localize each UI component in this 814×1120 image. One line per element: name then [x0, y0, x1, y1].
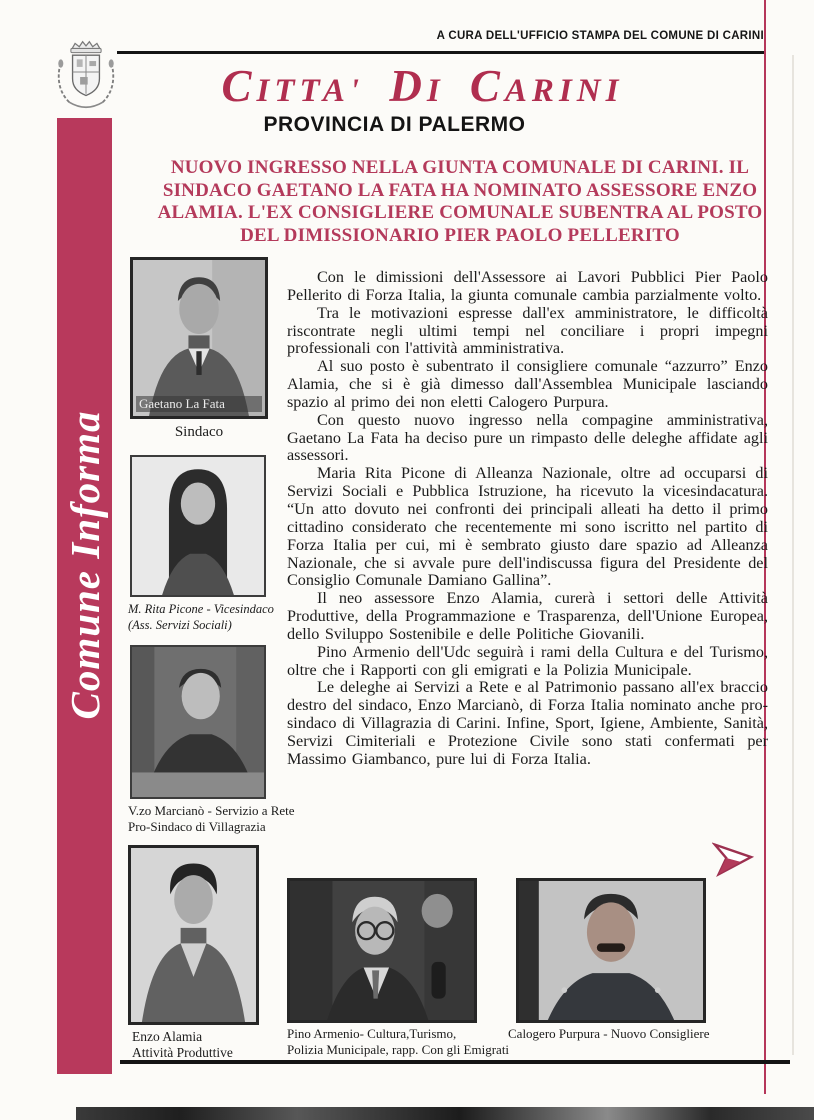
- body-paragraph: Al suo posto è subentrato il consigliere comunale “azzurro” Enzo Alamia, che si è già dimesso dall'Assemblea Municipale lasciando spazio al primo dei non eletti Calogero Purpura.: [287, 357, 768, 411]
- province-subtitle: PROVINCIA DI PALERMO: [263, 113, 526, 136]
- portrait-photo-pino-armenio: [290, 881, 474, 1020]
- caption-line-2: Pro-Sindaco di Villagrazia: [128, 819, 266, 834]
- photo-frame-calogero-purpura: [516, 878, 706, 1023]
- body-paragraph: Le deleghe ai Servizi a Rete e al Patrimonio passano all'ex braccio destro del sindaco, Enzo Marcianò, di Forza Italia nominato anche pro-sindaco di Villagrazia di Carini. Infine, Sport, Igiene, Ambiente, Sanità, Servizi Cimiteriali e Protezione Civile sono stati confermati per Massimo Giambanco, pure lui di Forza Italia.: [287, 678, 768, 768]
- article-headline: NUOVO INGRESSO NELLA GIUNTA COMUNALE DI CARINI. IL SINDACO GAETANO LA FATA HA NOMINATO ASSESSORE ENZO ALAMIA. L'EX CONSIGLIERE COMUNALE SUBENTRA AL POSTO DEL DIMISSIONARIO PIER PAOLO PELLERITO: [157, 157, 763, 246]
- scanner-edge-strip: [76, 1107, 814, 1120]
- body-paragraph: Tra le motivazioni espresse dall'ex amministratore, le difficoltà riscontrate negli ultimi tempi nel conciliare i propri impegni professionali con l'attività amministrativa.: [287, 303, 768, 358]
- top-horizontal-rule: [117, 51, 765, 54]
- sidebar-vertical-title: Comune Informa: [61, 410, 108, 720]
- caption-line-1: Pino Armenio- Cultura,Turismo,: [287, 1026, 457, 1041]
- portrait-photo-rita-picone: [132, 457, 264, 595]
- coat-of-arms-icon: [44, 34, 128, 120]
- caption-line-1: Enzo Alamia: [132, 1029, 203, 1044]
- photo-caption-marciano: [128, 803, 313, 835]
- photo-frame-rita-picone: [130, 455, 266, 597]
- body-paragraph: Con questo nuovo ingresso nella compagine amministrativa, Gaetano La Fata ha deciso pure un rimpasto delle deleghe affidate agli assessori.: [287, 410, 768, 465]
- photo-caption-enzo-alamia: [132, 1029, 302, 1061]
- caption-line-2: (Ass. Servizi Sociali): [128, 618, 232, 632]
- caption-line-2: Polizia Municipale, rapp. Con gli Emigrati: [287, 1042, 510, 1057]
- photo-caption-pino-armenio: [287, 1026, 512, 1058]
- caption-line-2: Attività Produttive: [132, 1045, 233, 1060]
- portrait-photo-gaetano-la-fata: [133, 260, 265, 416]
- press-office-credit: A CURA DELL'UFFICIO STAMPA DEL COMUNE DI CARINI: [436, 30, 764, 42]
- caption-line-1: V.zo Marcianò - Servizio a Rete: [128, 803, 295, 818]
- photo-caption-sindaco: Sindaco: [174, 424, 224, 440]
- photo-frame-enzo-alamia: [128, 845, 259, 1025]
- photo-caption-calogero-purpura: Calogero Purpura - Nuovo Consigliere: [508, 1026, 710, 1041]
- sidebar-red-band: [57, 118, 112, 1074]
- body-paragraph: Il neo assessore Enzo Alamia, curerà i settori delle Attività Produttive, della Programmazione e Trasparenza, dell'Unione Europea, dello Sviluppo Sostenibile e delle Politiche Giovanili.: [287, 589, 768, 643]
- portrait-photo-calogero-purpura: [519, 881, 703, 1020]
- photo-overlay-name: Gaetano La Fata: [136, 396, 262, 412]
- body-paragraph: Con le dimissioni dell'Assessore ai Lavori Pubblici Pier Paolo Pellerito di Forza Italia, la giunta comunale cambia parzialmente volto.: [287, 268, 768, 304]
- photo-frame-pino-armenio: [287, 878, 477, 1023]
- portrait-photo-marciano: [132, 647, 264, 797]
- portrait-photo-enzo-alamia: [131, 848, 256, 1022]
- photo-caption-rita-picone: [128, 601, 308, 633]
- red-dart-arrow-icon: [712, 840, 754, 878]
- photo-frame-gaetano-la-fata: [130, 257, 268, 419]
- page-edge-shadow: [792, 55, 794, 1055]
- city-title: CITTA' DI CARINI: [221, 61, 624, 111]
- article-body: [287, 269, 768, 769]
- photo-frame-marciano: [130, 645, 266, 799]
- bottom-horizontal-rule: [120, 1060, 790, 1064]
- masthead: [135, 61, 710, 137]
- body-paragraph: Pino Armenio dell'Udc seguirà i rami della Cultura e del Turismo, oltre che i Rapporti con gli emigrati e la Polizia Municipale.: [287, 642, 768, 679]
- body-paragraph: Maria Rita Picone di Alleanza Nazionale, oltre ad occuparsi di Servizi Sociali e Pubblica Istruzione, ha ricevuto la vicesindacatura. “Un atto dovuto nei confronti dei principali alleati ha detto il primo cittadino considerato che recentemente mi sono iscritto nel partito di Forza Italia per cui, mi è sembrato giusto dare spazio ad Alleanza Nazionale, che si avvale pure dell'indiscussa figura del Presidente del Consiglio Comunale Damiano Gallina”.: [287, 464, 768, 590]
- caption-line-1: M. Rita Picone - Vicesindaco: [128, 602, 274, 616]
